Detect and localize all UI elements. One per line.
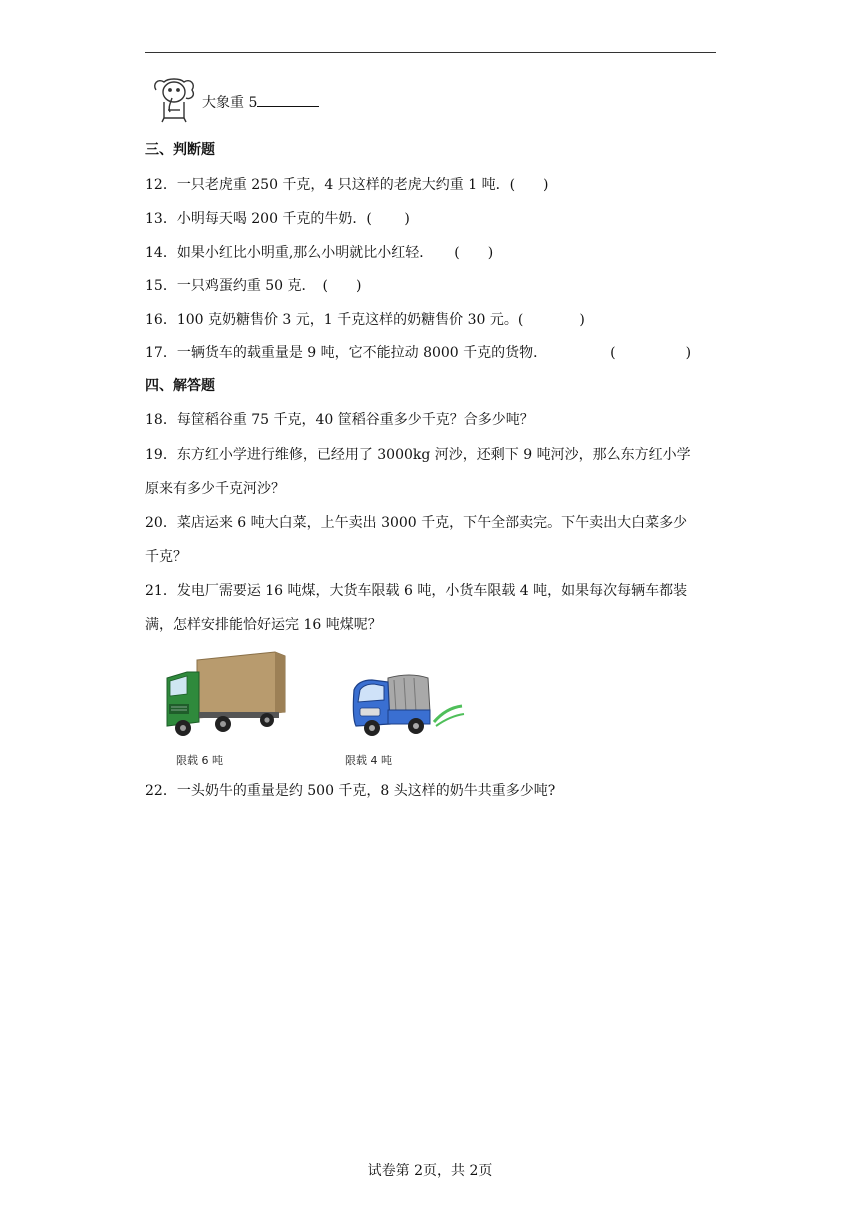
big-truck-label: 限载 6 吨	[176, 754, 223, 767]
question-16: 16．100 克奶糖售价 3 元，1 千克这样的奶糖售价 30 元。( )	[145, 312, 585, 328]
question-19-line-2: 原来有多少千克河沙？	[145, 481, 285, 497]
elephant-question-label: 大象重 5	[202, 95, 258, 111]
question-21-line-1: 21．发电厂需要运 16 吨煤，大货车限载 6 吨，小货车限载 4 吨，如果每次每辆车都装	[145, 583, 688, 599]
question-19-line-1: 19．东方红小学进行维修，已经用了 3000kg 河沙，还剩下 9 吨河沙，那么东方红小学	[145, 447, 691, 463]
small-truck-label: 限载 4 吨	[345, 754, 392, 767]
page-footer: 试卷第 2页，共 2页	[367, 1163, 493, 1179]
question-18: 18．每筐稻谷重 75 千克，40 筐稻谷重多少千克？合多少吨？	[145, 412, 534, 428]
big-truck-cargo	[197, 652, 285, 718]
question-17: 17．一辆货车的载重量是 9 吨，它不能拉动 8000 千克的货物． ( )	[145, 345, 692, 361]
question-22: 22．一头奶牛的重量是约 500 千克，8 头这样的奶牛共重多少吨?	[145, 783, 556, 799]
question-21-line-2: 满，怎样安排能恰好运完 16 吨煤呢？	[145, 617, 382, 633]
header-rule	[145, 52, 716, 53]
small-truck-icon	[350, 668, 466, 740]
question-12: 12．一只老虎重 250 千克，4 只这样的老虎大约重 1 吨．( )	[145, 177, 549, 193]
section-title-solve: 四、解答题	[145, 378, 215, 394]
elephant-icon	[150, 76, 198, 124]
big-truck-icon	[163, 648, 287, 740]
question-14: 14．如果小红比小明重,那么小明就比小红轻． ( )	[145, 245, 494, 261]
question-15: 15．一只鸡蛋约重 50 克． ( )	[145, 278, 362, 294]
question-13: 13．小明每天喝 200 千克的牛奶．( )	[145, 211, 410, 227]
question-20-line-1: 20．菜店运来 6 吨大白菜，上午卖出 3000 千克，下午全部卖完。下午卖出大白菜多少	[145, 515, 688, 531]
elephant-question-text	[202, 92, 319, 112]
answer-blank[interactable]	[257, 92, 319, 107]
section-title-judge: 三、判断题	[145, 142, 215, 158]
question-20-line-2: 千克？	[145, 549, 187, 565]
